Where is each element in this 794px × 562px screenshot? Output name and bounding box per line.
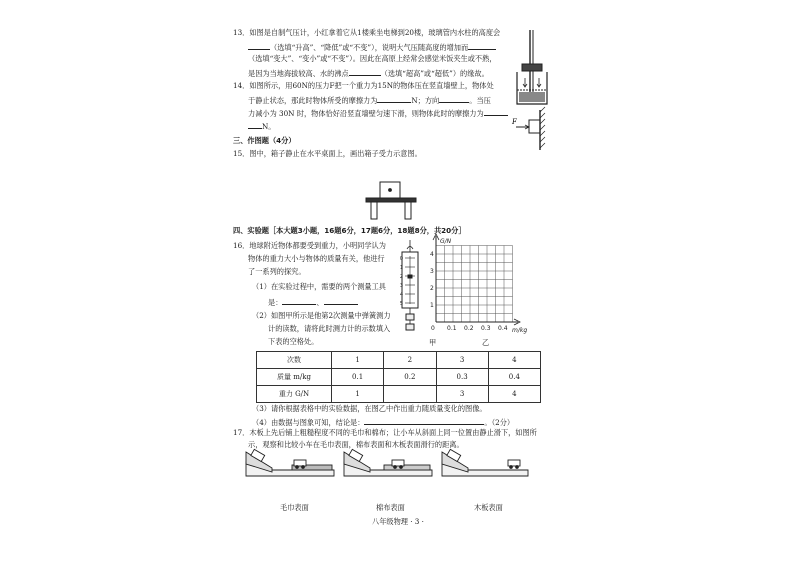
graph-figure — [430, 234, 520, 332]
q14-line1: 14．如图所示，用60N的压力F把一个重力为15N的物体压在竖直墙壁上，物体处 — [233, 81, 494, 90]
q16-part2: （2）如图甲所示是他第2次测量中弹簧测力 — [252, 311, 391, 320]
table-cell: 0.4 — [488, 369, 540, 386]
scale-label: 2 — [399, 274, 403, 280]
table-cell: 0.2 — [384, 369, 436, 386]
q16-part2b: 计的读数，请将此时测力计的示数填入 — [268, 324, 391, 333]
label-towel-surface: 毛巾表面 — [280, 503, 309, 512]
spring-scale-figure — [399, 240, 418, 330]
graph-y-label: G/N — [440, 238, 452, 245]
force-label-f: F — [512, 118, 517, 126]
table-cell: 0.1 — [332, 369, 384, 386]
q13-line3: （选填“变大”、“变小”或“不变”）。因此在高原上经常会感觉米饭夹生或不熟， — [248, 54, 497, 63]
x-tick-label: 0.2 — [464, 325, 474, 332]
graph-x-label: m/kg — [512, 327, 528, 334]
table-cell: 重力 G/N — [257, 386, 332, 403]
q15-text: 15．图中，箱子静止在水平桌面上，画出箱子受力示意图。 — [233, 149, 422, 158]
barometer-figure — [517, 30, 547, 104]
q16-part4: （4）由数据与图象可知，结论是： 。（2分） — [252, 418, 515, 427]
table-cell: 0.3 — [436, 369, 488, 386]
page-footer: 八年级物理 · 3 · — [372, 517, 424, 526]
q14-line2: 于静止状态，那此时物体所受的摩擦力为 N；方向 。当压 — [248, 96, 491, 105]
label-cotton-surface: 棉布表面 — [376, 503, 405, 512]
ramp-towel — [246, 449, 334, 476]
y-tick-label: 4 — [430, 251, 434, 258]
x-tick-label: 0.4 — [498, 325, 508, 332]
scale-label: 1 — [399, 265, 403, 271]
section-4-title: 四、实验题［本大题3小题，16题6分，17题6分，18题8分，共20分］ — [233, 226, 466, 235]
scale-label: 5 — [399, 301, 403, 307]
q13-line4: 是因为当地海拔较高、水的沸点 （选填“超高”或“超低”）的缘故。 — [248, 69, 489, 78]
ramp-wood — [442, 449, 528, 476]
table-cell: 4 — [488, 386, 540, 403]
table-cell: 质量 m/kg — [257, 369, 332, 386]
q16-part1: （1）在实验过程中，需要的两个测量工具 — [252, 282, 386, 291]
q16-part3: （3）请你根据表格中的实验数据，在图乙中作出重力随质量变化的图像。 — [252, 404, 487, 413]
scale-label: 4 — [399, 292, 403, 298]
q16-part2c: 下表的空格处。 — [268, 337, 319, 346]
figure-label-jia: 甲 — [429, 338, 437, 347]
q16-line3: 了一系列的探究。 — [248, 267, 306, 276]
ramp-figures — [246, 449, 528, 476]
scale-label: 0 — [399, 256, 403, 262]
wall-block-figure — [516, 107, 545, 150]
ramp-cotton — [344, 449, 432, 476]
table-cell: 4 — [488, 352, 540, 369]
q16-part1b: 是： 、 — [268, 296, 358, 308]
y-tick-label: 3 — [430, 268, 434, 275]
scale-label: 3 — [399, 283, 403, 289]
table-cell: 2 — [384, 352, 436, 369]
table-cell: 1 — [332, 352, 384, 369]
q14-line4: N。 — [248, 120, 275, 132]
section-3-title: 三、作图题（4分） — [233, 136, 296, 145]
cart-icon — [508, 460, 520, 468]
table-cell: 次数 — [257, 352, 332, 369]
q13-line1: 13．如图是自制气压计，小红拿着它从1楼乘坐电梯到20楼，玻璃管内水柱的高度会 — [233, 28, 501, 37]
table-cell: 3 — [436, 386, 488, 403]
table-box-figure — [366, 182, 416, 219]
table-cell: 3 — [436, 352, 488, 369]
q13-line2: （选填“升高”、“降低”或“不变”），说明大气压随高度的增加而 — [248, 41, 496, 53]
x-tick-label: 0.3 — [481, 325, 491, 332]
table-cell: 1 — [332, 386, 384, 403]
label-wood-surface: 木板表面 — [474, 503, 503, 512]
figure-label-yi: 乙 — [482, 338, 490, 347]
y-tick-label: 2 — [430, 285, 434, 292]
q17-line1: 17．木板上先后铺上粗糙程度不同的毛巾和棉布；让小车从斜面上同一位置由静止滑下，如图所 — [233, 428, 537, 437]
x-tick-label: 0.1 — [447, 325, 457, 332]
q14-line3: 力减小为 30N 时，物体恰好沿竖直墙壁匀速下滑，则物体此时的摩擦力为 — [248, 107, 508, 119]
q16-line1: 16．地球附近物体都要受到重力，小明同学认为 — [233, 241, 386, 250]
q16-line2: 物体的重力大小与物体的质量有关，他进行 — [248, 254, 385, 263]
x-tick-label: 0 — [431, 325, 435, 332]
y-tick-label: 1 — [430, 302, 434, 309]
q17-line2: 示，观察和比较小车在毛巾表面，棉布表面和木板表面滑行的距离。 — [248, 440, 464, 449]
